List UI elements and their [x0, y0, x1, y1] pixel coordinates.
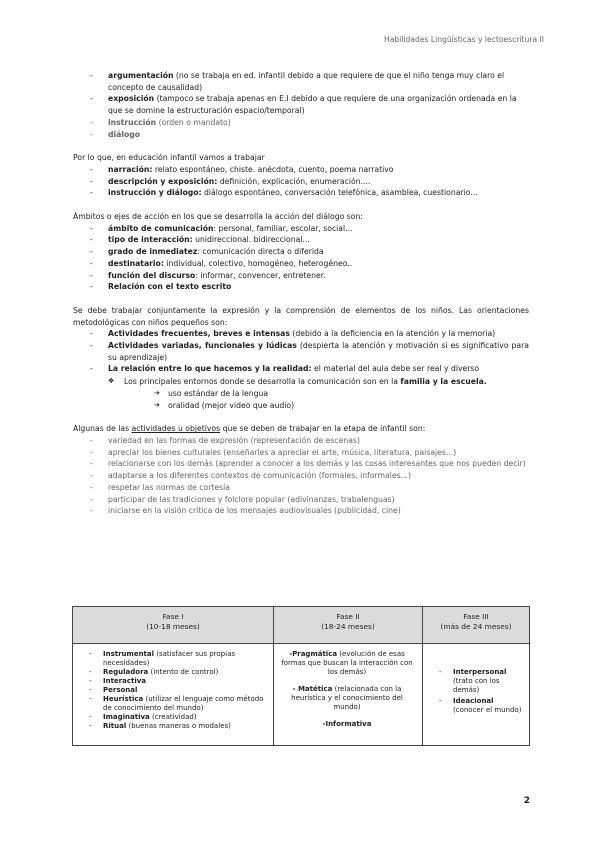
sub-bullet: ❖ Los principales entornos donde se desarrolla la comunicación son en la familia y la escuela.	[108, 376, 529, 388]
table-cell-phase-3	[423, 644, 530, 746]
table-header: Fase II (18-24 meses)	[274, 607, 423, 644]
list-item: - Interpersonal (trato con los demás)	[439, 668, 523, 695]
list-item: - grado de inmediatez: comunicación directa o diferida	[90, 246, 529, 258]
text-types-list	[73, 70, 529, 140]
table-cell-phase-1	[73, 644, 274, 746]
list-item: - Ideacional (conocer el mundo)	[439, 697, 523, 715]
paragraph: Ámbitos o ejes de acción en los que se desarrolla la acción del diálogo son:	[73, 212, 363, 222]
page-content	[73, 70, 529, 529]
list-item: - relacionarse con los demás (aprender a conocer a los demás y las cosas interesantes que nos pueden decir)	[90, 458, 529, 470]
list-item: - variedad en las formas de expresión (representación de escenas)	[90, 435, 529, 447]
list-item: - destinatario: individual, colectivo, homogéneo, heterogéneo..	[90, 258, 529, 270]
underlined-term: actividades u objetivos	[131, 424, 221, 434]
methodology-list	[73, 328, 529, 411]
dialogue-axes-list	[73, 223, 529, 293]
list-item: - Heurística (utilizar el lenguaje como método de conocimiento del mundo)	[89, 695, 267, 713]
list-item: - instrucción y diálogo: diálogo espontáneo, conversación telefónica, asamblea, cuestionario...	[90, 187, 529, 199]
list-item: - narración: relato espontáneo, chiste. anécdota, cuento, poema narrativo	[90, 164, 529, 176]
language-phases-table	[72, 606, 530, 746]
list-item: - La relación entre lo que hacemos y la realidad: el material del aula debe ser real y diverso ❖ Los principales entornos donde se desarrolla la comunicación son en la familia y la escuela. ➔ uso estándar de la lengua ➔ oralidad (mejor video que audio)	[90, 363, 529, 411]
list-item: - argumentación (no se trabaja en ed. infantil debido a que requiere de que el niño tenga muy claro el concepto de causalidad)	[90, 70, 529, 93]
list-item: - descripción y exposición: definición, explicación, enumeración....	[90, 176, 529, 188]
infant-education-list	[73, 164, 529, 199]
list-item: - Imaginativa (creatividad)	[89, 713, 267, 722]
list-item: - adaptarse a los diferentes contextos de comunicación (formales, informales...)	[90, 470, 529, 482]
list-item: ➔ uso estándar de la lengua	[154, 388, 529, 400]
sub-sub-list	[108, 388, 529, 411]
list-item: - participar de las tradiciones y folclore popular (adivinanzas, trabalenguas)	[90, 494, 529, 506]
list-item: - respetar las normas de cortesía	[90, 482, 529, 494]
activities-list	[73, 435, 529, 517]
cell-paragraph: -Informativa	[322, 720, 372, 728]
list-item: - Personal	[89, 686, 267, 695]
cell-paragraph: -Pragmática (evolución de esas formas que buscan la interacción con los demás)	[281, 650, 413, 676]
list-item: - Relación con el texto escrito	[90, 281, 529, 293]
list-item: - Interactiva	[89, 677, 267, 686]
list-item: - Instrumental (satisfacer sus propias necesidades)	[89, 650, 267, 668]
list-item: - función del discurso: informar, convencer, entretener.	[90, 270, 529, 282]
list-item: ➔ oralidad (mejor video que audio)	[154, 400, 529, 412]
paragraph: Algunas de las actividades u objetivos que se deben de trabajar en la etapa de infantil son:	[73, 424, 426, 434]
list-item: - exposición (tampoco se trabaja apenas en E.I debido a que requiere de una organización ordenada en la que se domine la estructuración espacio/temporal)	[90, 93, 529, 116]
page-number: 2	[523, 796, 530, 806]
table-header: Fase I (10-18 meses)	[73, 607, 274, 644]
list-item: - Actividades frecuentes, breves e intensas (debido a la deficiencia en la atención y la memoria)	[90, 328, 529, 340]
list-item: - instrucción (orden o mandato)	[90, 117, 529, 129]
list-item: - ámbito de comunicación: personal, familiar, escolar, social...	[90, 223, 529, 235]
list-item: - Ritual (buenas maneras o modales)	[89, 722, 267, 731]
cell-paragraph: - Matética (relacionada con la heurística y el conocimiento del mundo)	[291, 685, 403, 711]
list-item: - iniciarse en la visión crítica de los mensajes audiovisuales (publicidad, cine)	[90, 505, 529, 517]
list-item: - apreciar los bienes culturales (enseñarles a apreciar el arte, música, literatura, paisajes...)	[90, 447, 529, 459]
list-item: - Reguladora (intento de control)	[89, 668, 267, 677]
list-item: - Actividades variadas, funcionales y lúdicas (despierta la atención y motivación si es significativo para su aprendizaje)	[90, 340, 529, 363]
paragraph: Por lo que, en educación infantil vamos a trabajar	[73, 153, 265, 163]
list-item: - diálogo	[90, 129, 529, 141]
table-cell-phase-2	[274, 644, 423, 746]
list-item: - tipo de interacción: unidireccional. bidireccional...	[90, 234, 529, 246]
page-header: Habilidades Lingüísticas y lectoescritura II	[384, 35, 544, 44]
paragraph: Se debe trabajar conjuntamente la expresión y la comprensión de elementos de los niños. Las orientaciones metodológicas con niños pequeños son:	[73, 305, 529, 327]
table-header: Fase III (más de 24 meses)	[423, 607, 530, 644]
